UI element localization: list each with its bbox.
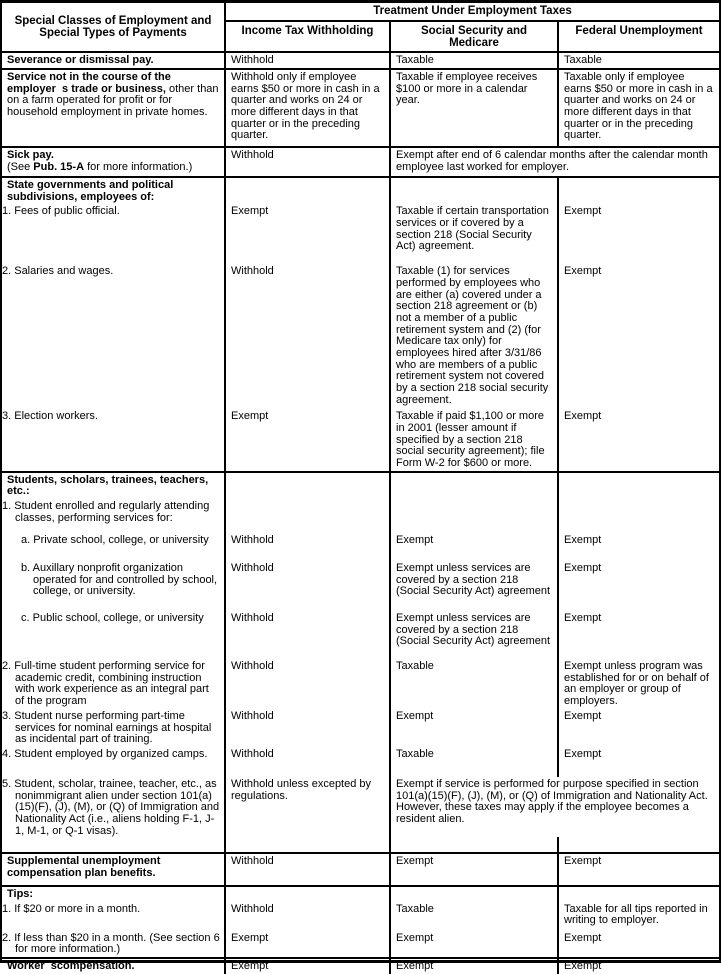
worker-futa: Exempt [557, 959, 719, 974]
state-item1-futa: Exempt [557, 204, 719, 264]
students-c-income: Withhold [224, 611, 389, 659]
empty-cell [389, 499, 557, 533]
state-item3-label: 3. Election workers. [2, 410, 98, 423]
students-a-text: a. Private school, college, or university [21, 533, 209, 546]
service-ss: Taxable if employee receives $100 or more in a calendar year. [389, 70, 557, 146]
row-service [2, 70, 719, 148]
state-item3-futa: Exempt [557, 409, 719, 470]
state-item2-income: Withhold [224, 264, 389, 409]
section-students [2, 473, 719, 854]
tips-item2-label: 2. If less than $20 in a month. (See section 6 for more information.) [2, 931, 220, 956]
students-intro: 1. Student enrolled and regularly attending classes, performing services for: [2, 499, 210, 524]
worker-ss: Exempt [389, 959, 557, 974]
supplemental-label: Supplemental unemployment compensation plan benefits. [7, 854, 161, 879]
tips-item2-futa: Exempt [557, 931, 719, 957]
state-item3-ss: Taxable if paid $1,100 or more in 2001 (lesser amount if specified by a section 218 social security agreement); file Form W-2 for $600 or more. [389, 409, 557, 470]
row-sick-pay [2, 148, 719, 178]
table-header [2, 3, 719, 53]
section-tips [2, 887, 719, 959]
students-item2-futa: Exempt unless program was established for or on behalf of an employer or group of employers. [557, 659, 719, 709]
worker-income: Exempt [224, 959, 389, 974]
empty-cell [557, 473, 719, 499]
sick-pay-note-post: for more information.) [84, 160, 193, 173]
empty-cell [389, 887, 557, 902]
service-label-rest: other than on a farm operated for profit or for household employment in private homes. [7, 82, 222, 118]
empty-cell [389, 473, 557, 499]
supplemental-futa: Exempt [557, 854, 719, 885]
state-item1-ss: Taxable if certain transportation services or if covered by a section 218 (Social Security Act) agreement. [389, 204, 557, 264]
section-state-governments [2, 178, 719, 473]
header-social-security-medicare: Social Security and Medicare [389, 22, 557, 51]
tips-item2-ss: Exempt [389, 931, 557, 957]
students-b-income: Withhold [224, 561, 389, 611]
state-item1-label: 1. Fees of public official. [2, 205, 120, 218]
tips-item1-label: 1. If $20 or more in a month. [2, 902, 141, 915]
state-item2-futa: Exempt [557, 264, 719, 409]
sick-pay-note [7, 162, 220, 174]
severance-label: Severance or dismissal pay. [7, 54, 154, 66]
empty-cell [224, 178, 389, 204]
supplemental-income: Withhold [224, 854, 389, 885]
students-item2-label: 2. Full-time student performing service for academic credit, combining instruction with work experience as an integral part of the program [2, 659, 209, 707]
sick-pay-note-pre: (See [7, 160, 34, 173]
students-item5-label: 5. Student, scholar, trainee, teacher, etc., as nonimmigrant alien under section 101(a)(15)(F), (J), (M), or (Q) of Immigration and Nationality Act (i.e., aliens holding F-1, J-1, M-1, or Q-1 visas). [2, 777, 220, 837]
service-futa: Taxable only if employee earns $50 or more in cash in a quarter and works on 24 or more different days in that quarter or in the preceding quarter. [557, 70, 719, 146]
students-c-futa: Exempt [557, 611, 719, 659]
header-income-tax-withholding: Income Tax Withholding [224, 22, 389, 51]
tips-item1-ss: Taxable [389, 902, 557, 931]
empty-cell [557, 178, 719, 204]
students-item4-income: Withhold [224, 747, 389, 777]
students-item4-label: 4. Student employed by organized camps. [2, 747, 208, 760]
header-federal-unemployment: Federal Unemployment [557, 22, 719, 51]
students-a-futa: Exempt [557, 533, 719, 561]
students-b-futa: Exempt [557, 561, 719, 611]
tips-item2-income: Exempt [224, 931, 389, 957]
students-item4-ss: Taxable [389, 747, 557, 777]
students-item2-ss: Taxable [389, 659, 557, 709]
row-severance [2, 53, 719, 70]
students-c-ss: Exempt unless services are covered by a section 218 (Social Security Act) agreement [389, 611, 557, 659]
state-item2-label: 2. Salaries and wages. [2, 265, 114, 278]
students-item3-income: Withhold [224, 709, 389, 747]
students-item5-merged [389, 777, 719, 852]
tips-item1-futa: Taxable for all tips reported in writing to employer. [557, 902, 719, 931]
header-treatment-title: Treatment Under Employment Taxes [224, 3, 719, 22]
students-title: Students, scholars, trainees, teachers, etc.: [7, 473, 209, 498]
sick-pay-label-bold: Sick pay. [7, 149, 54, 161]
empty-cell [557, 499, 719, 533]
state-item1-income: Exempt [224, 204, 389, 264]
header-special-classes: Special Classes of Employment and Special Types of Payments [14, 14, 212, 39]
severance-ss: Taxable [389, 53, 557, 68]
students-item3-label: 3. Student nurse performing part-time services for nominal earnings at hospital as incidental part of training. [2, 709, 212, 746]
students-b-label [2, 561, 224, 611]
service-label [2, 70, 224, 146]
service-income: Withhold only if employee earns $50 or more in cash in a quarter and works on 24 or more different days in that quarter or in the preceding quarter. [224, 70, 389, 146]
state-item2-ss: Taxable (1) for services performed by employees who are either (a) covered under a section 218 agreement or (b) not a member of a public retirement system and (2) (for Medicare tax only) for employees hired after 3/31/86 who are members of a public retirement system not covered by a section 218 social security agreement. [389, 264, 557, 409]
supplemental-ss: Exempt [389, 854, 557, 885]
severance-income: Withhold [224, 53, 389, 68]
students-b-ss: Exempt unless services are covered by a section 218 (Social Security Act) agreement [389, 561, 557, 611]
sick-pay-merged: Exempt after end of 6 calendar months after the calendar month employee last worked for employer. [389, 148, 719, 176]
severance-futa: Taxable [557, 53, 719, 68]
empty-cell [389, 178, 557, 204]
students-c-label [2, 611, 224, 659]
students-a-label [2, 533, 224, 561]
service-label-bold: Service not in the course of the employer s trade or business, [7, 71, 174, 95]
students-b-text: b. Auxillary nonprofit organization operated for and controlled by school, college, or university. [21, 561, 218, 598]
students-a-income: Withhold [224, 533, 389, 561]
students-item3-futa: Exempt [557, 709, 719, 747]
state-item3-income: Exempt [224, 409, 389, 470]
students-a-ss: Exempt [389, 533, 557, 561]
row-worker-compensation [2, 959, 719, 974]
row-supplemental [2, 854, 719, 887]
tips-title: Tips: [7, 887, 34, 900]
empty-cell [224, 499, 389, 533]
state-title: State governments and political subdivisions, employees of: [7, 179, 174, 203]
sick-pay-income: Withhold [224, 148, 389, 176]
students-item2-income: Withhold [224, 659, 389, 709]
empty-cell [224, 473, 389, 499]
column-divider-artifact [557, 837, 559, 852]
students-item3-ss: Exempt [389, 709, 557, 747]
worker-label: Worker scompensation. [7, 959, 135, 972]
students-item4-futa: Exempt [557, 747, 719, 777]
students-item5-merged-text: Exempt if service is performed for purpose specified in section 101(a)(15)(F), (J), (M), or (Q) of Immigration and Nationality Act. However, these taxes may apply if the employee becomes a resident alien. [396, 777, 708, 825]
sick-pay-label [2, 148, 224, 176]
students-c-text: c. Public school, college, or university [21, 611, 204, 624]
students-item5-income: Withhold unless excepted by regulations. [224, 777, 389, 852]
tips-item1-income: Withhold [224, 902, 389, 931]
sick-pay-note-bold: Pub. 15-A [33, 160, 85, 173]
empty-cell [224, 887, 389, 902]
empty-cell [557, 887, 719, 902]
